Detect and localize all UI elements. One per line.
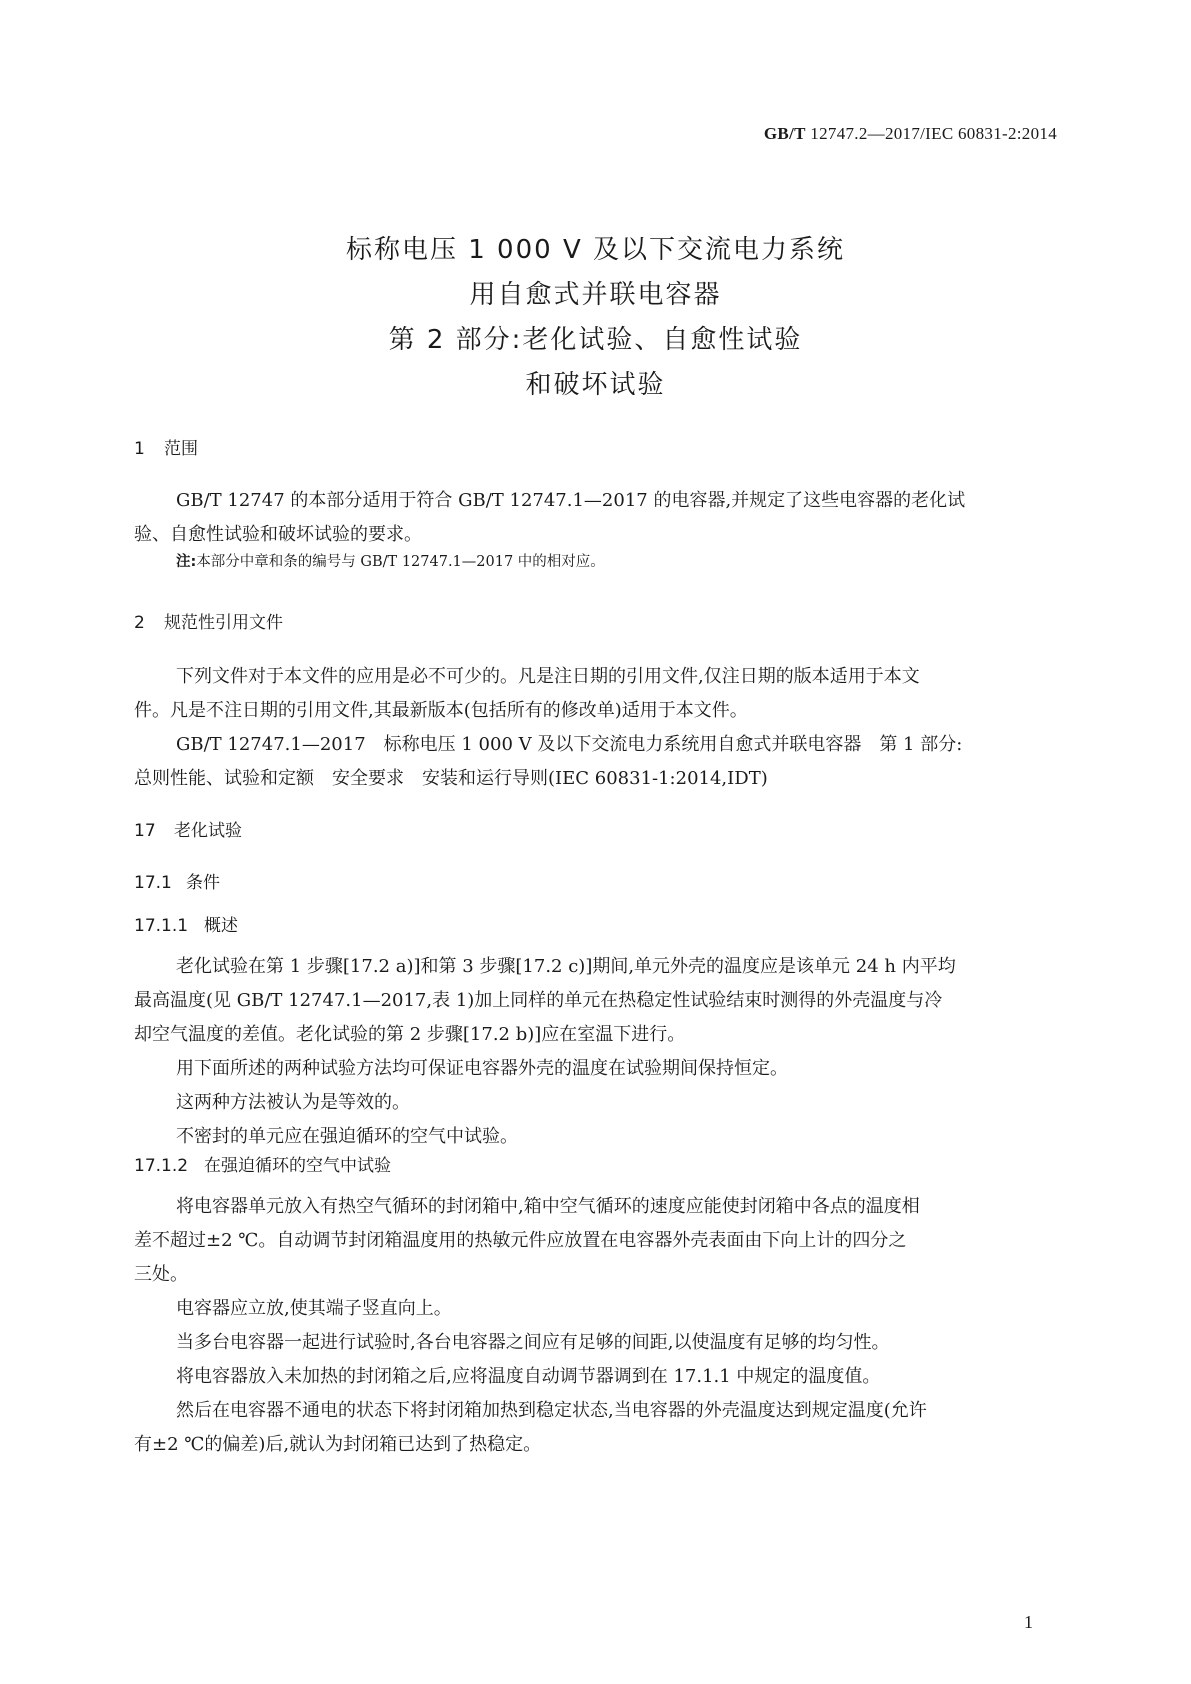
section-number: 17.1 (134, 873, 172, 893)
paragraph-line: 有±2 ℃的偏差)后,就认为封闭箱已达到了热稳定。 (134, 1434, 542, 1455)
paragraph-line: 下列文件对于本文件的应用是必不可少的。凡是注日期的引用文件,仅注日期的版本适用于本文 (176, 666, 920, 687)
paragraph-line: 最高温度(见 GB/T 12747.1—2017,表 1)加上同样的单元在热稳定性试验结束时测得的外壳温度与冷 (134, 990, 943, 1011)
paragraph-line: 电容器应立放,使其端子竖直向上。 (176, 1298, 452, 1319)
document-title (0, 228, 1191, 408)
section-title: 条件 (186, 873, 220, 893)
paragraph-line: 这两种方法被认为是等效的。 (176, 1092, 410, 1113)
paragraph-line: 三处。 (134, 1264, 188, 1285)
section-17-1-2-heading (134, 1151, 391, 1176)
paragraph-line: 却空气温度的差值。老化试验的第 2 步骤[17.2 b)]应在室温下进行。 (134, 1024, 686, 1045)
section-1-heading (134, 434, 198, 459)
section-1-paragraph (134, 484, 1058, 552)
paragraph-line: 将电容器放入未加热的封闭箱之后,应将温度自动调节器调到在 17.1.1 中规定的温度值。 (176, 1366, 881, 1387)
page-number: 1 (1024, 1612, 1033, 1632)
paragraph-line: 不密封的单元应在强迫循环的空气中试验。 (176, 1126, 518, 1147)
paragraph-line: GB/T 12747 的本部分适用于符合 GB/T 12747.1—2017 的电容器,并规定了这些电容器的老化试 (176, 490, 966, 511)
title-line-1: 标称电压 1 000 V 及以下交流电力系统 (345, 235, 845, 265)
section-number: 17 (134, 821, 156, 841)
section-title: 范围 (164, 439, 198, 459)
paragraph-line: 当多台电容器一起进行试验时,各台电容器之间应有足够的间距,以使温度有足够的均匀性。 (176, 1332, 890, 1353)
section-title: 规范性引用文件 (164, 613, 283, 633)
section-title: 老化试验 (174, 821, 242, 841)
paragraph-line: 总则性能、试验和定额 安全要求 安装和运行导则(IEC 60831-1:2014,IDT) (134, 768, 768, 789)
title-line-3: 第 2 部分:老化试验、自愈性试验 (388, 325, 803, 355)
section-2-heading (134, 608, 283, 633)
section-number: 2 (134, 613, 145, 633)
section-17-1-1-heading (134, 911, 238, 936)
paragraph-line: 用下面所述的两种试验方法均可保证电容器外壳的温度在试验期间保持恒定。 (176, 1058, 788, 1079)
paragraph-line: 然后在电容器不通电的状态下将封闭箱加热到稳定状态,当电容器的外壳温度达到规定温度(允许 (176, 1400, 927, 1421)
standard-prefix: GB/T (763, 124, 806, 143)
section-17-1-2-body (134, 1190, 1058, 1462)
section-2-paragraph-1 (134, 660, 1058, 728)
section-17-heading (134, 816, 242, 841)
section-title: 在强迫循环的空气中试验 (204, 1156, 391, 1176)
section-number: 1 (134, 439, 145, 459)
paragraph-line: 差不超过±2 ℃。自动调节封闭箱温度用的热敏元件应放置在电容器外壳表面由下向上计的四分之 (134, 1230, 907, 1251)
section-2-reference-entry (134, 728, 1058, 796)
section-1-note (176, 550, 605, 574)
paragraph-line: GB/T 12747.1—2017 标称电压 1 000 V 及以下交流电力系统用自愈式并联电容器 第 1 部分: (176, 734, 963, 755)
paragraph-line: 件。凡是不注日期的引用文件,其最新版本(包括所有的修改单)适用于本文件。 (134, 700, 748, 721)
note-label: 注: (176, 554, 197, 570)
section-title: 概述 (204, 916, 238, 936)
paragraph-line: 将电容器单元放入有热空气循环的封闭箱中,箱中空气循环的速度应能使封闭箱中各点的温度相 (176, 1196, 920, 1217)
section-17-1-1-body (134, 950, 1058, 1154)
standard-code: 12747.2—2017/IEC 60831-2:2014 (810, 124, 1057, 143)
section-number: 17.1.2 (134, 1156, 189, 1176)
title-line-2: 用自愈式并联电容器 (469, 280, 722, 310)
section-number: 17.1.1 (134, 916, 189, 936)
paragraph-line: 验、自愈性试验和破坏试验的要求。 (134, 524, 422, 545)
title-line-4: 和破坏试验 (525, 370, 666, 400)
section-17-1-heading (134, 868, 220, 893)
paragraph-line: 老化试验在第 1 步骤[17.2 a)]和第 3 步骤[17.2 c)]期间,单元外壳的温度应是该单元 24 h 内平均 (176, 956, 956, 977)
standard-number-header (764, 124, 1057, 144)
note-text: 本部分中章和条的编号与 GB/T 12747.1—2017 中的相对应。 (196, 554, 605, 570)
